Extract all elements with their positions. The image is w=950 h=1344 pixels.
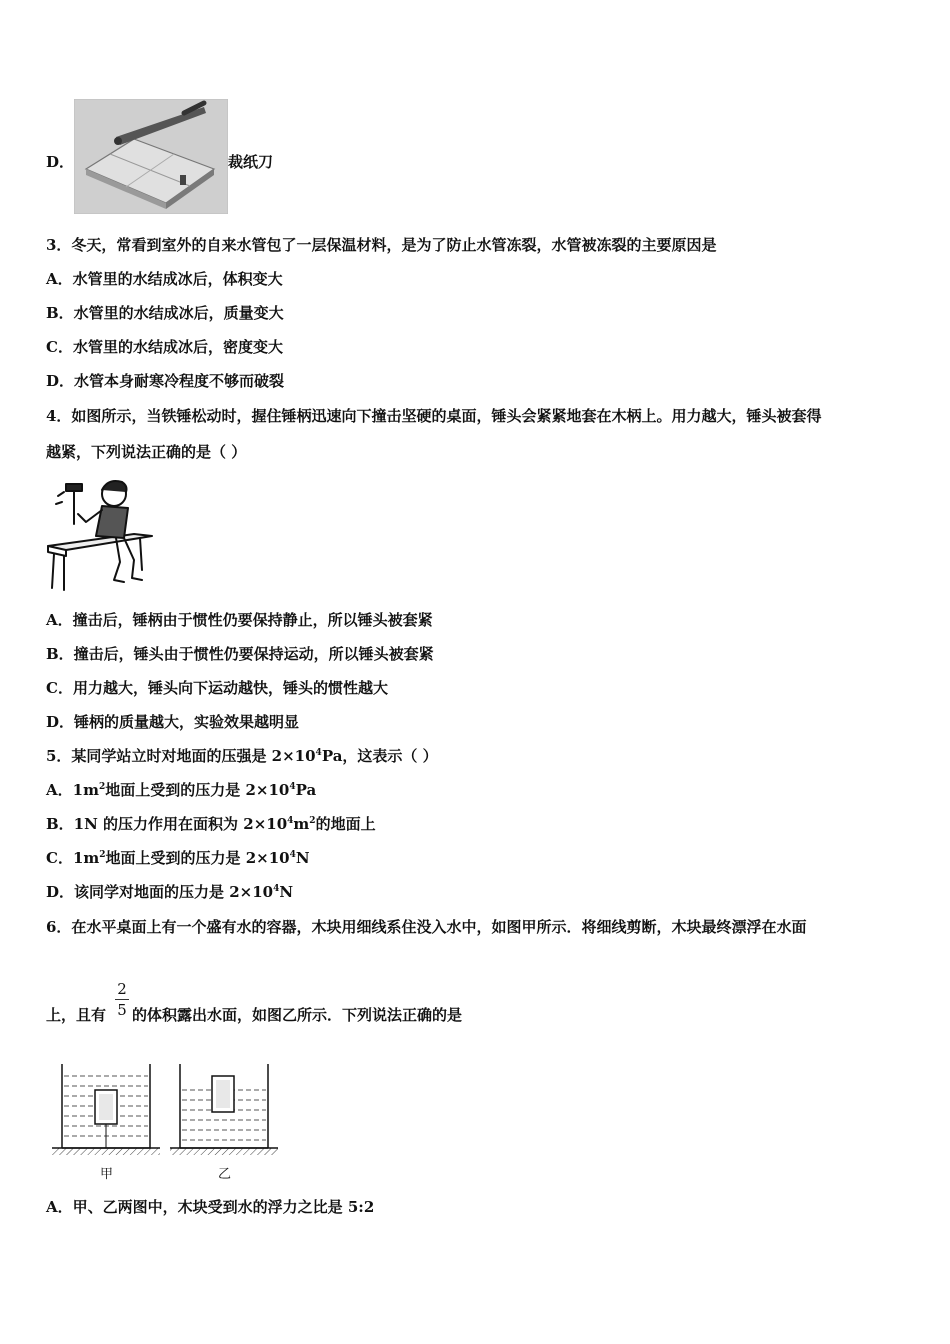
figure-label-yi: 乙 xyxy=(218,1167,232,1182)
option-letter: D． xyxy=(46,153,75,171)
q6-stem-line2-post: 的体积露出水面，如图乙所示．下列说法正确的是 xyxy=(132,1006,463,1024)
container-jia xyxy=(52,1064,160,1155)
fraction-numerator: 2 xyxy=(117,980,127,998)
q5-option-b: B．1N 的压力作用在面积为 $2\times 10^4m^2$的地面上 xyxy=(46,815,376,833)
q3-option-b: B．水管里的水结成冰后，质量变大 xyxy=(46,304,284,322)
q4-option-b: B．撞击后，锤头由于惯性仍要保持运动，所以锤头被套紧 xyxy=(46,645,434,663)
q3-option-a: A．水管里的水结成冰后，体积变大 xyxy=(46,270,283,288)
q5-option-a: A．$1m^2$地面上受到的压力是 $2\times 10^4Pa$ xyxy=(46,781,317,799)
q3-stem: 3．冬天，常看到室外的自来水管包了一层保温材料，是为了防止水管冻裂，水管被冻裂的主要原因是 xyxy=(46,236,717,254)
hammer-boy-illustration xyxy=(44,478,159,593)
fraction-denominator: 5 xyxy=(117,1001,127,1019)
fraction-two-fifths xyxy=(115,980,129,1019)
option-d-label: 裁纸刀 xyxy=(228,153,274,171)
q6-stem-line2-pre: 上，且有 xyxy=(46,1006,107,1024)
paper-cutter-image xyxy=(74,99,228,214)
q6-option-a: A．甲、乙两图中，木块受到水的浮力之比是 5:2 xyxy=(46,1198,375,1216)
q4-stem-line1: 4．如图所示，当铁锤松动时，握住锤柄迅速向下撞击坚硬的桌面，锤头会紧紧地套在木柄上。用力越大，锤头被套得 xyxy=(46,407,822,425)
q4-option-a: A．撞击后，锤柄由于惯性仍要保持静止，所以锤头被套紧 xyxy=(46,611,433,629)
q4-option-c: C．用力越大，锤头向下运动越快，锤头的惯性越大 xyxy=(46,679,388,697)
q4-stem-line2: 越紧，下列说法正确的是（ ） xyxy=(46,443,247,461)
container-figures xyxy=(48,1060,288,1162)
figure-label-jia: 甲 xyxy=(100,1167,114,1182)
q3-option-c: C．水管里的水结成冰后，密度变大 xyxy=(46,338,283,356)
q5-option-c: C．$1m^2$地面上受到的压力是 $2\times 10^4N$ xyxy=(46,849,310,867)
container-yi xyxy=(170,1064,278,1155)
q5-option-d: D．该同学对地面的压力是 $2\times 10^4N$ xyxy=(46,883,294,901)
q4-option-d: D．锤柄的质量越大，实验效果越明显 xyxy=(46,713,300,731)
q6-stem-line1: 6．在水平桌面上有一个盛有水的容器，木块用细线系住没入水中，如图甲所示．将细线剪断，木块最终漂浮在水面 xyxy=(46,918,807,936)
q3-option-d: D．水管本身耐寒冷程度不够而破裂 xyxy=(46,372,285,390)
q5-stem: 5．某同学站立时对地面的压强是 $2\times 10^4Pa$，这表示（ ） xyxy=(46,747,438,765)
